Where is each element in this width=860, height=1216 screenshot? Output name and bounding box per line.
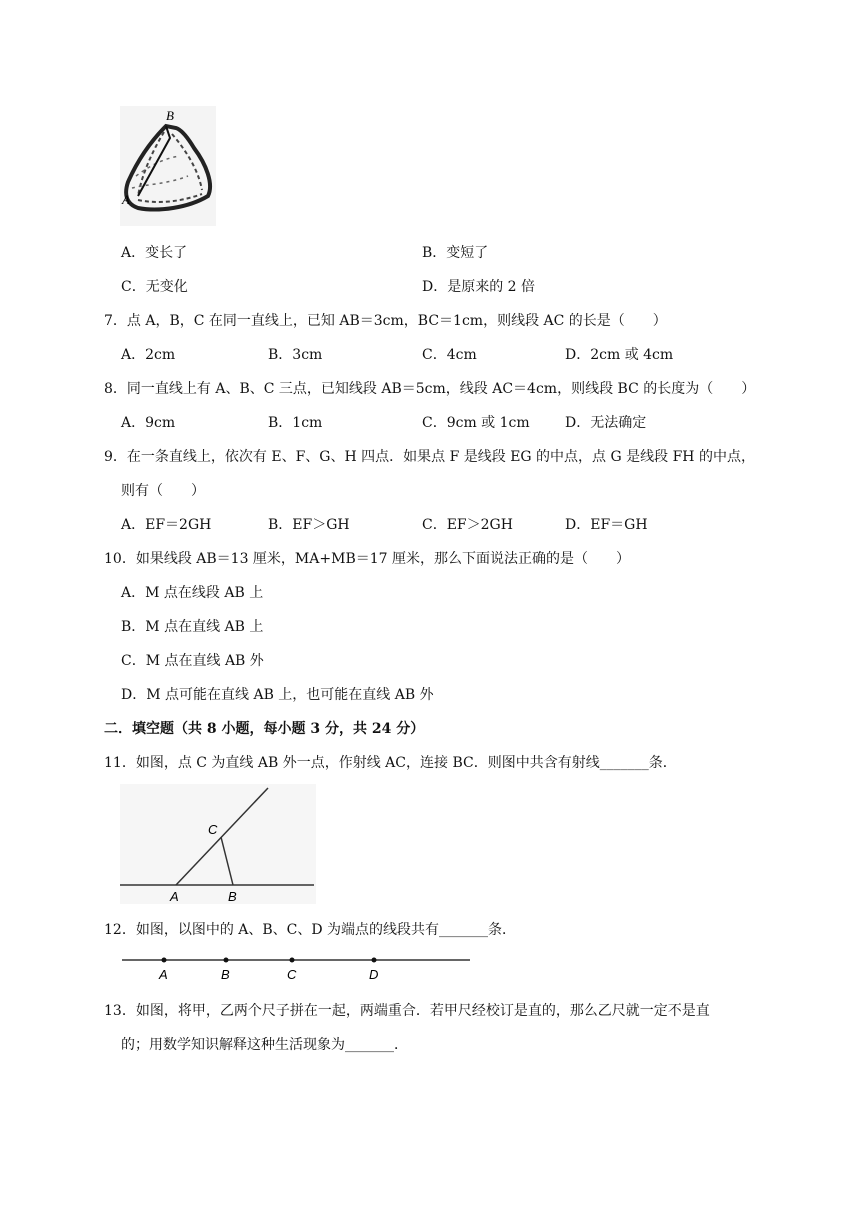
- q7-option-d: D．2cm 或 4cm: [565, 347, 674, 363]
- point-a-label: A: [159, 967, 168, 982]
- point-d-label: D: [369, 967, 379, 982]
- point-a-label: A: [170, 889, 179, 904]
- q12-stem: 12．如图，以图中的 A、B、C、D 为端点的线段共有_______条．: [104, 922, 517, 938]
- q8-option-d: D．无法确定: [565, 415, 647, 431]
- q6-option-a: A．变长了: [121, 245, 188, 261]
- q7-option-b: B．3cm: [268, 347, 323, 363]
- q9-option-c: C．EF＞2GH: [422, 517, 513, 533]
- q11-figure: [120, 784, 316, 904]
- q10-stem: 10．如果线段 AB＝13 厘米，MA+MB＝17 厘米，那么下面说法正确的是（ ）: [104, 551, 630, 567]
- point-c: [290, 958, 295, 963]
- q8-option-b: B．1cm: [268, 415, 323, 431]
- q13-stem-line2: 的；用数学知识解释这种生活现象为_______．: [121, 1037, 408, 1053]
- section-2-title: 二．填空题（共 8 小题，每小题 3 分，共 24 分）: [104, 721, 425, 737]
- q10-option-d: D．M 点可能在直线 AB 上，也可能在直线 AB 外: [121, 687, 434, 703]
- q7-stem: 7．点 A，B，C 在同一直线上，已知 AB＝3cm，BC＝1cm，则线段 AC 的长是（ ）: [104, 313, 667, 329]
- q9-option-d: D．EF＝GH: [565, 517, 648, 533]
- point-b-label: B: [166, 108, 174, 123]
- q9-stem-line2: 则有（ ）: [121, 483, 205, 499]
- point-c-label: C: [208, 822, 218, 837]
- q7-option-a: A．2cm: [121, 347, 176, 363]
- q10-option-a: A．M 点在线段 AB 上: [121, 585, 264, 601]
- q11-stem: 11．如图，点 C 为直线 AB 外一点，作射线 AC，连接 BC．则图中共含有射线_______条．: [104, 755, 677, 771]
- q8-stem: 8．同一直线上有 A、B、C 三点，已知线段 AB＝5cm，线段 AC＝4cm，则线段 BC 的长度为（ ）: [104, 381, 756, 397]
- q9-option-b: B．EF＞GH: [268, 517, 350, 533]
- point-b-label: B: [221, 967, 230, 982]
- q8-option-a: A．9cm: [121, 415, 176, 431]
- q8-option-c: C．9cm 或 1cm: [422, 415, 530, 431]
- q12-figure: [120, 950, 472, 984]
- q10-option-b: B．M 点在直线 AB 上: [121, 619, 264, 635]
- q6-option-d: D．是原来的 2 倍: [422, 279, 536, 295]
- q6-option-c: C．无变化: [121, 279, 188, 295]
- q9-stem-line1: 9．在一条直线上，依次有 E、F、G、H 四点．如果点 F 是线段 EG 的中点，点 G 是线段 FH 的中点，: [104, 449, 755, 465]
- point-a: [162, 958, 167, 963]
- q9-option-a: A．EF＝2GH: [121, 517, 212, 533]
- river-bend-figure: [118, 104, 218, 228]
- point-b-label: B: [228, 889, 237, 904]
- q7-option-c: C．4cm: [422, 347, 477, 363]
- q10-option-c: C．M 点在直线 AB 外: [121, 653, 264, 669]
- q6-option-b: B．变短了: [422, 245, 489, 261]
- point-b: [224, 958, 229, 963]
- q13-stem-line1: 13．如图，将甲，乙两个尺子拼在一起，两端重合．若甲尺经校订是直的，那么乙尺就一定不是直: [104, 1003, 710, 1019]
- point-c-label: C: [287, 967, 297, 982]
- point-a-label: A: [122, 192, 130, 207]
- point-d: [372, 958, 377, 963]
